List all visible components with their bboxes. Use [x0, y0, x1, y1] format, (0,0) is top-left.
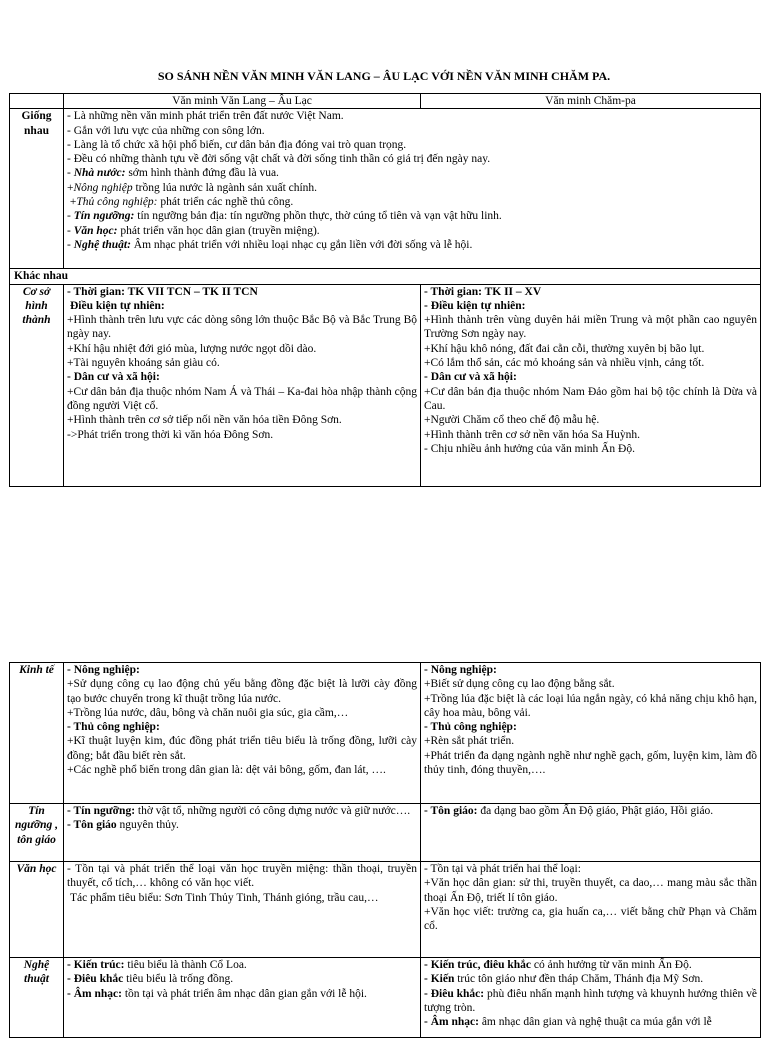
tin-nguong-vanlang	[64, 804, 421, 862]
van-hoc-vanlang	[64, 862, 421, 958]
kt-cp-nn: - Nông nghiệp:	[424, 664, 497, 676]
coso-cp-line: +Người Chăm cổ theo chế độ mẫu hệ.	[424, 414, 600, 427]
header-empty-cell	[10, 94, 64, 109]
kt-vl-tc: - Thủ công nghiệp:	[67, 721, 160, 734]
coso-cp-line: - Chịu nhiều ảnh hưởng của văn minh Ấn Độ.	[424, 442, 635, 455]
giong-nhau-content	[64, 109, 761, 269]
nghe-thuat-champa	[421, 958, 761, 1038]
giong-line: - Tín ngưỡng: tín ngưỡng bản địa: tín ngưỡng phồn thực, thờ cúng tổ tiên và vạn vật hữu linh.	[67, 210, 502, 223]
kt-cp-line: +Phát triển đa dạng ngành nghề như nghề gạch, gốm, luyện kim, làm đồ thủy tinh, đóng thuyền,….	[424, 749, 757, 777]
vh-cp-line: +Văn học dân gian: sử thi, truyền thuyết, ca dao,… mang màu sắc thần thoại Ấn Độ, triết lí tôn giáo.	[424, 877, 757, 904]
nt-vl-line: - Kiến trúc: tiêu biểu là thành Cổ Loa.	[67, 959, 247, 971]
coso-vl-dc: - Dân cư và xã hội:	[67, 371, 160, 384]
giong-nhau-row	[10, 109, 761, 269]
nt-cp-line: - Âm nhạc: âm nhạc dân gian và nghệ thuật ca múa gắn với lễ	[424, 1016, 712, 1029]
coso-vl-line: +Hình thành trên cơ sở tiếp nối nền văn hóa tiền Đông Sơn.	[67, 414, 342, 427]
giong-line: - Gắn với lưu vực của những con sông lớn.	[67, 124, 265, 137]
kt-cp-line: +Biết sử dụng công cụ lao động bằng sắt.	[424, 678, 615, 691]
coso-cp-line: +Hình thành trên cơ sở nền văn hóa Sa Huỳnh.	[424, 428, 641, 441]
kt-vl-line: +Sử dụng công cụ lao động chủ yếu bằng đồng đặc biệt là lưỡi cày đồng tạo bước chuyển trong kĩ thuật trồng lúa nước.	[67, 678, 417, 705]
giong-line: +Thủ công nghiệp: phát triển các nghề thủ công.	[67, 196, 294, 209]
kinh-te-champa	[421, 663, 761, 804]
co-so-row	[10, 284, 761, 486]
co-so-champa	[421, 284, 761, 486]
coso-vl-dk: Điều kiện tự nhiên:	[70, 299, 165, 312]
giong-line: - Văn học: phát triển văn học dân gian (truyền miệng).	[67, 224, 320, 237]
coso-cp-line: +Hình thành trên vùng duyên hải miền Trung và một phần cao nguyên Trường Sơn ngày nay.	[424, 314, 757, 341]
co-so-vanlang	[64, 284, 421, 486]
nt-cp-line: - Điêu khắc: phù điêu nhấn mạnh hình tượng và khuynh hướng thiên về tượng tròn.	[424, 987, 757, 1014]
kt-cp-line: +Rèn sắt phát triển.	[424, 735, 515, 748]
header-champa: Văn minh Chăm-pa	[421, 94, 761, 109]
kt-vl-line: +Các nghề phổ biến trong dân gian là: dệt vải bông, gốm, đan lát, ….	[67, 764, 386, 777]
document-title: SO SÁNH NỀN VĂN MINH VĂN LANG – ÂU LẠC VỚI NỀN VĂN MINH CHĂM PA.	[157, 69, 611, 83]
tn-vl-line: - Tôn giáo nguyên thủy.	[67, 819, 179, 832]
tin-nguong-row	[10, 804, 761, 862]
van-hoc-champa	[421, 862, 761, 958]
giong-line: - Làng là tổ chức xã hội phổ biến, cư dân bản địa đóng vai trò quan trọng.	[67, 138, 407, 151]
coso-vl-line: +Tài nguyên khoáng sản giàu có.	[67, 357, 220, 370]
header-row	[10, 94, 761, 109]
giong-line: - Đều có những thành tựu về đời sống vật chất và đời sống tinh thần có giá trị đến ngày nay.	[67, 153, 491, 166]
coso-cp-dc: - Dân cư và xã hội:	[424, 371, 517, 384]
kt-vl-line: +Kĩ thuật luyện kim, đúc đồng phát triển tiêu biểu là trống đồng, lưỡi cày đồng; bắt đầu biết rèn sắt.	[67, 735, 417, 762]
tin-nguong-champa	[421, 804, 761, 862]
tn-vl-line: - Tín ngưỡng: thờ vật tổ, những người có công dựng nước và giữ nước….	[67, 805, 411, 817]
kinh-te-label: Kinh tế	[10, 663, 64, 804]
giong-nhau-label: Giống nhau	[10, 109, 64, 269]
nt-cp-line: - Kiến trúc, điêu khắc có ảnh hưởng từ văn minh Ấn Độ.	[424, 959, 692, 971]
coso-cp-line: +Có lắm thổ sản, các mỏ khoáng sản và nhiều vịnh, cảng tốt.	[424, 357, 705, 370]
giong-line: - Nhà nước: sớm hình thành đứng đầu là vua.	[67, 167, 279, 180]
nt-cp-line: - Kiến trúc tôn giáo như đền tháp Chăm, Thánh địa Mỹ Sơn.	[424, 973, 704, 986]
coso-vl-line: ->Phát triển trong thời kì văn hóa Đông Sơn.	[67, 428, 274, 441]
van-hoc-label: Văn học	[10, 862, 64, 958]
tin-nguong-label: Tín ngưỡng , tôn giáo	[10, 804, 64, 862]
vh-cp-line: - Tồn tại và phát triển hai thể loại:	[424, 863, 581, 875]
kinh-te-vanlang	[64, 663, 421, 804]
coso-vl-time: - Thời gian: TK VII TCN – TK II TCN	[67, 285, 258, 298]
khac-nhau-label: Khác nhau	[10, 269, 761, 284]
coso-vl-line: +Hình thành trên lưu vực các dòng sông lớn thuộc Bắc Bộ và Bắc Trung Bộ ngày nay.	[67, 314, 417, 341]
tn-cp-line: - Tôn giáo: đa dạng bao gồm Ấn Độ giáo, Phật giáo, Hồi giáo.	[424, 805, 714, 817]
giong-line: - Nghệ thuật: Âm nhạc phát triển với nhiều loại nhạc cụ gắn liền với đời sống và lễ hội.	[67, 238, 473, 251]
van-hoc-row	[10, 862, 761, 958]
comparison-table-upper	[9, 93, 761, 487]
vh-cp-line: +Văn học viết: trường ca, gia huấn ca,… viết bằng chữ Phạn và Chăm cổ.	[424, 905, 757, 933]
kt-vl-line: +Trồng lúa nước, dâu, bông và chăn nuôi gia súc, gia cầm,…	[67, 706, 349, 719]
coso-vl-line: +Khí hậu nhiệt đới gió mùa, lượng nước ngọt dồi dào.	[67, 342, 317, 355]
co-so-label: Cơ sở hình thành	[10, 284, 64, 486]
coso-cp-line: +Khí hậu khô nóng, đất đai cằn cỗi, thường xuyên bị bão lụt.	[424, 342, 705, 355]
coso-cp-time: - Thời gian: TK II – XV	[424, 285, 542, 298]
nt-vl-line: - Điêu khắc tiêu biểu là trống đồng.	[67, 973, 234, 986]
vh-vl-line: - Tồn tại và phát triển thể loại văn học truyền miệng: thần thoại, truyền thuyết, cổ tích,… không có văn học viết.	[67, 863, 417, 890]
giong-line: - Là những nền văn minh phát triển trên đất nước Việt Nam.	[67, 110, 344, 123]
nghe-thuat-row	[10, 958, 761, 1038]
coso-cp-dk: - Điều kiện tự nhiên:	[424, 299, 526, 312]
header-vanlang: Văn minh Văn Lang – Âu Lạc	[64, 94, 421, 109]
kt-cp-line: +Trồng lúa đặc biệt là các loại lúa ngắn ngày, có khả năng chịu khô hạn, cây hoa màu, bông vải.	[424, 692, 757, 719]
kinh-te-row	[10, 663, 761, 804]
vh-vl-line: Tác phẩm tiêu biểu: Sơn Tinh Thủy Tinh, Thánh gióng, trầu cau,…	[70, 891, 379, 904]
kt-cp-tc: - Thủ công nghiệp:	[424, 721, 517, 734]
nt-vl-line: - Âm nhạc: tồn tại và phát triển âm nhạc dân gian gắn với lễ hội.	[67, 987, 367, 1000]
giong-line: +Nông nghiệp trồng lúa nước là ngành sản xuất chính.	[67, 181, 318, 194]
coso-vl-line: +Cư dân bản địa thuộc nhóm Nam Á và Thái – Ka-đai hòa nhập thành cộng đồng người Việt cổ.	[67, 385, 417, 412]
comparison-table-lower	[9, 662, 761, 1038]
nghe-thuat-vanlang	[64, 958, 421, 1038]
coso-cp-line: +Cư dân bản địa thuộc nhóm Nam Đảo gồm hai bộ tộc chính là Dừa và Cau.	[424, 385, 757, 412]
kt-vl-nn: - Nông nghiệp:	[67, 664, 140, 676]
khac-nhau-row	[10, 269, 761, 284]
nghe-thuat-label: Nghệ thuật	[10, 958, 64, 1038]
